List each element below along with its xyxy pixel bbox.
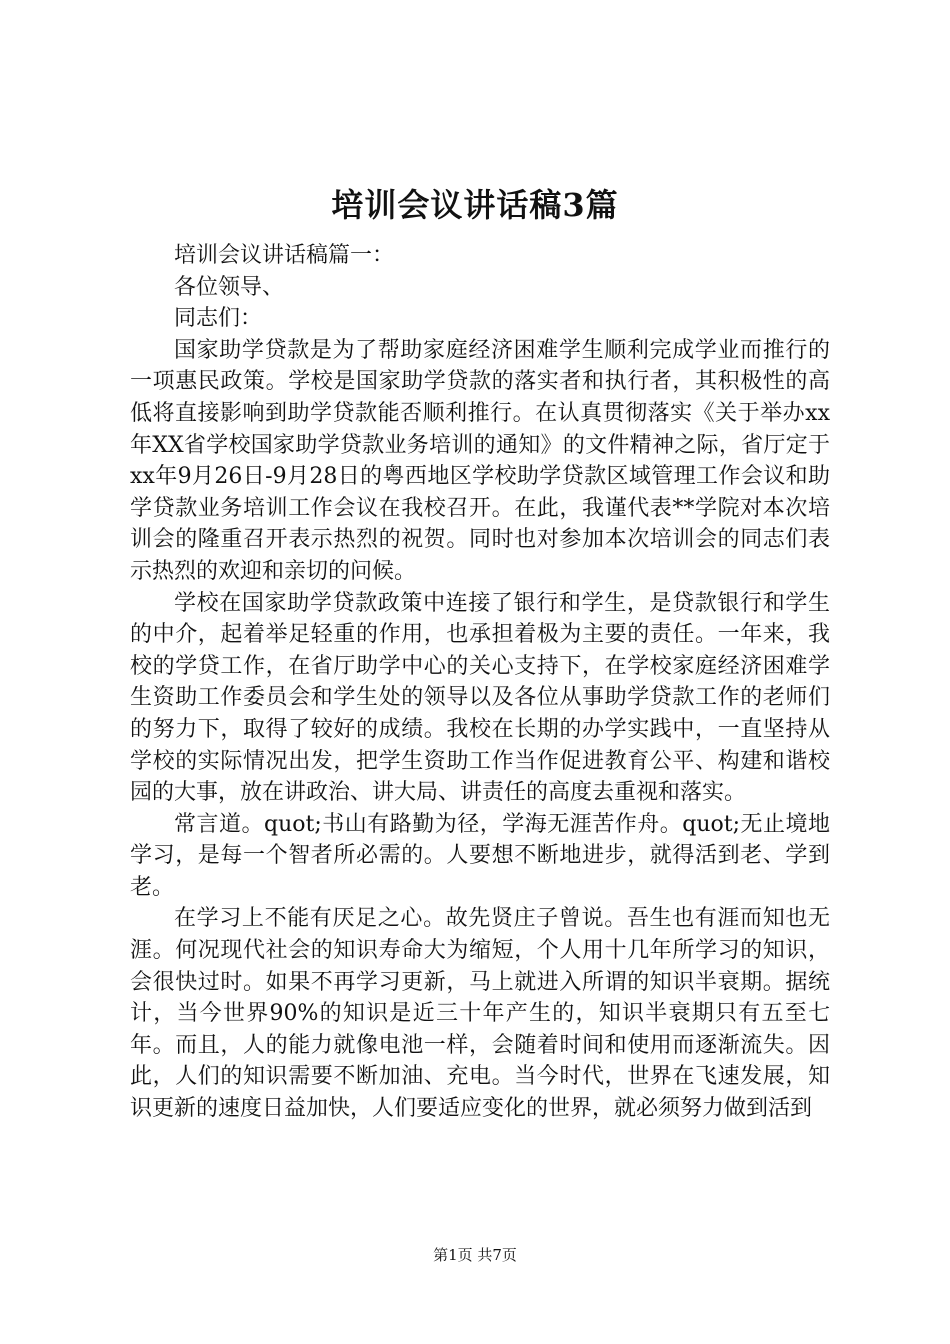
salutation-line-2: 同志们： xyxy=(174,306,263,332)
body-paragraph: 常言道。quot;书山有路勤为径，学海无涯苦作舟。quot;无止境地学习，是每一个智者所必需的。人要想不断地进步，就得活到老、学到老。 xyxy=(130,811,830,900)
document-title: 培训会议讲话稿3篇 xyxy=(331,186,619,224)
page-footer: 第1页 共7页 xyxy=(433,1246,517,1264)
salutation-line-1: 各位领导、 xyxy=(174,274,285,300)
body-paragraph: 学校在国家助学贷款政策中连接了银行和学生，是贷款银行和学生的中介，起着举足轻重的作用，也承担着极为主要的责任。一年来，我校的学贷工作，在省厅助学中心的关心支持下，在学校家庭经济困难学生资助工作委员会和学生处的领导以及各位从事助学贷款工作的老师们的努力下，取得了较好的成绩。我校在长期的办学实践中，一直坚持从学校的实际情况出发，把学生资助工作当作促进教育公平、构建和谐校园的大事，放在讲政治、讲大局、讲责任的高度去重视和落实。 xyxy=(130,590,830,806)
body-paragraph: 国家助学贷款是为了帮助家庭经济困难学生顺利完成学业而推行的一项惠民政策。学校是国家助学贷款的落实者和执行者，其积极性的高低将直接影响到助学贷款能否顺利推行。在认真贯彻落实《关于举办xx年XX省学校国家助学贷款业务培训的通知》的文件精神之际，省厅定于xx年9月26日-9月28日的粤西地区学校助学贷款区域管理工作会议和助学贷款业务培训工作会议在我校召开。在此，我谨代表**学院对本次培训会的隆重召开表示热烈的祝贺。同时也对参加本次培训会的同志们表示热烈的欢迎和亲切的问候。 xyxy=(130,337,830,584)
body-paragraph: 在学习上不能有厌足之心。故先贤庄子曾说。吾生也有涯而知也无涯。何况现代社会的知识寿命大为缩短，个人用十几年所学习的知识，会很快过时。如果不再学习更新，马上就进入所谓的知识半衰期。据统计，当今世界90%的知识是近三十年产生的，知识半衰期只有五至七年。而且，人的能力就像电池一样，会随着时间和使用而逐渐流失。因此，人们的知识需要不断加油、充电。当今时代，世界在飞速发展，知识更新的速度日益加快，人们要适应变化的世界，就必须努力做到活到 xyxy=(130,906,830,1122)
greeting-heading: 培训会议讲话稿篇一： xyxy=(174,243,395,268)
document-body xyxy=(130,240,830,1125)
